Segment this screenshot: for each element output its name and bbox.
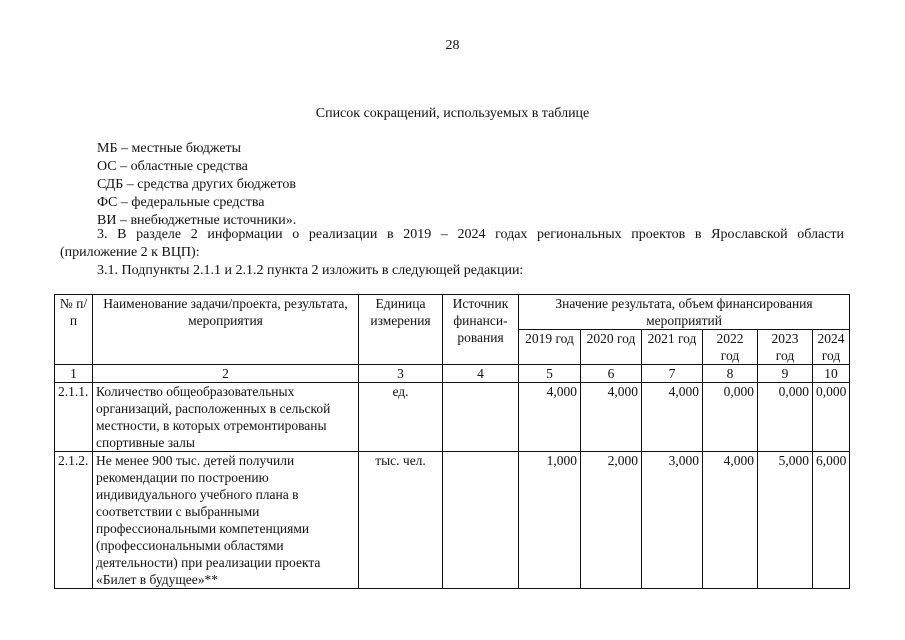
header-year-2021: 2021 год [642,330,703,365]
paragraph-3-1: 3.1. Подпункты 2.1.1 и 2.1.2 пункта 2 изложить в следующей редакции: [97,263,524,278]
abbreviations-list [97,140,296,230]
row-value-2019: 4,000 [519,383,581,452]
column-number: 6 [581,365,642,383]
header-year-2022: 2022 год [703,330,758,365]
row-unit: ед. [359,383,443,452]
column-numbers-row [55,365,850,383]
row-value-2022: 4,000 [703,452,758,589]
row-value-2020: 2,000 [581,452,642,589]
row-name: Не менее 900 тыс. детей получили рекомендации по построению индивидуального учебного плана в соответствии с выбранными профессиональными компетенциями (профессиональными областями деятельности) при реализации проекта «Билет в будущее»** [93,452,359,589]
row-value-2023: 0,000 [758,383,813,452]
abbreviation-fs: ФС – федеральные средства [97,195,265,210]
row-value-2024: 6,000 [813,452,850,589]
column-number: 7 [642,365,703,383]
header-year-2023: 2023 год [758,330,813,365]
row-unit: тыс. чел. [359,452,443,589]
column-number: 2 [93,365,359,383]
column-number: 3 [359,365,443,383]
row-value-2021: 3,000 [642,452,703,589]
header-source: Источник финанси- рования [443,295,519,365]
table-row [55,452,850,589]
paragraph-3-line-2: (приложение 2 к ВЦП): [60,245,200,260]
column-number: 9 [758,365,813,383]
page-number: 28 [445,38,460,53]
header-unit: Единица измерения [359,295,443,365]
abbreviation-mb: МБ – местные бюджеты [97,141,242,156]
abbreviations-title: Список сокращений, используемых в таблице [315,106,590,121]
results-table [54,294,850,589]
abbreviation-vi: ВИ – внебюджетные источники». [97,213,297,228]
row-value-2019: 1,000 [519,452,581,589]
column-number: 1 [55,365,93,383]
abbreviation-os: ОС – областные средства [97,159,248,174]
header-name: Наименование задачи/проекта, результата, мероприятия [93,295,359,365]
row-value-2023: 5,000 [758,452,813,589]
paragraph-3-line-1: 3. В разделе 2 информации о реализации в 2019 – 2024 годах региональных проектов в Ярославской области [97,227,844,242]
table-row [55,383,850,452]
header-year-2020: 2020 год [581,330,642,365]
row-num: 2.1.1. [55,383,93,452]
row-source [443,452,519,589]
header-value-group: Значение результата, объем финансирования мероприятий [519,295,850,330]
row-value-2024: 0,000 [813,383,850,452]
column-number: 5 [519,365,581,383]
row-name: Количество общеобразовательных организаций, расположенных в сельской местности, в которых отремонтированы спортивные залы [93,383,359,452]
row-value-2022: 0,000 [703,383,758,452]
row-num: 2.1.2. [55,452,93,589]
column-number: 8 [703,365,758,383]
paragraph-3 [60,226,844,262]
header-year-2024: 2024 год [813,330,850,365]
row-source [443,383,519,452]
header-num: № п/п [55,295,93,365]
row-value-2020: 4,000 [581,383,642,452]
header-year-2019: 2019 год [519,330,581,365]
abbreviation-sdb: СДБ – средства других бюджетов [97,177,296,192]
column-number: 4 [443,365,519,383]
column-number: 10 [813,365,850,383]
row-value-2021: 4,000 [642,383,703,452]
